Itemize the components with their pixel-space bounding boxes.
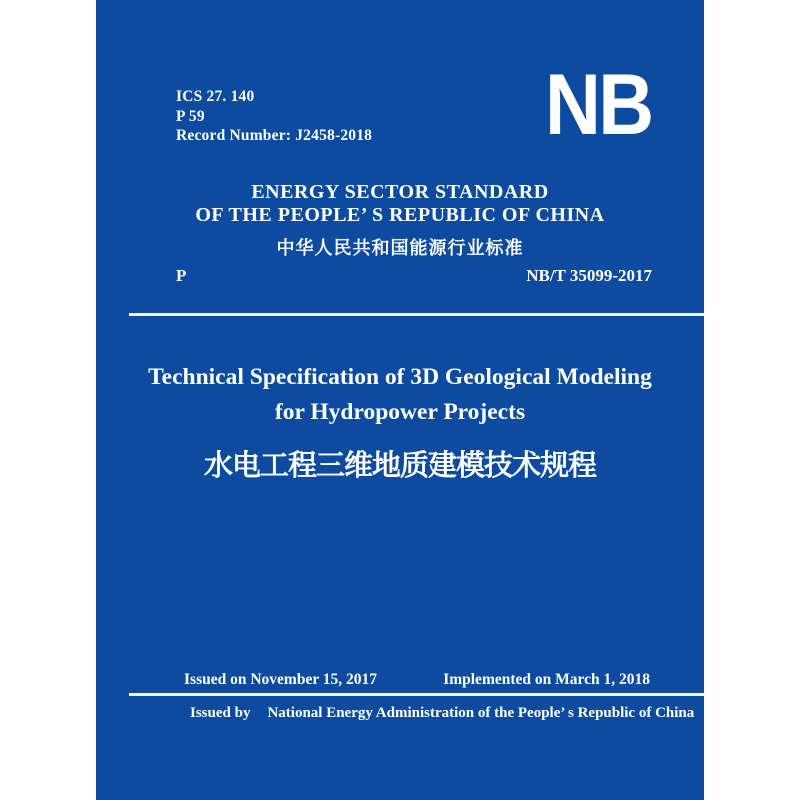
issued-by-value: National Energy Administration of the People’ s Republic of China [267, 705, 695, 721]
record-number: Record Number: J2458-2018 [176, 127, 373, 144]
title-chinese: 水电工程三维地质建模技术规程 [203, 450, 596, 482]
bottom-divider-rule [129, 693, 704, 696]
dates-row [184, 671, 650, 689]
meta-block [176, 87, 372, 146]
standard-header [96, 181, 704, 260]
title-block [96, 360, 704, 484]
standard-header-line2: OF THE PEOPLE’ S REPUBLIC OF CHINA [195, 204, 605, 226]
issued-date: Issued on November 15, 2017 [184, 671, 378, 688]
p-classification: P 59 [176, 107, 205, 125]
ics-code: ICS 27. 140 [176, 88, 255, 105]
issued-by-label: Issued by [190, 705, 251, 721]
issued-by-row [190, 705, 695, 722]
standard-header-chinese: 中华人民共和国能源行业标准 [276, 238, 524, 258]
nb-logo: NB [545, 57, 652, 153]
title-english-line1: Technical Specification of 3D Geological Modeling [148, 364, 652, 390]
code-row [176, 266, 652, 286]
implemented-date: Implemented on March 1, 2018 [443, 671, 650, 688]
code-row-left: P [176, 266, 187, 285]
standard-number: NB/T 35099-2017 [526, 266, 652, 285]
standard-cover [96, 0, 704, 800]
standard-header-line1: ENERGY SECTOR STANDARD [251, 181, 549, 203]
title-english-line2: for Hydropower Projects [274, 399, 526, 425]
top-divider-rule [129, 313, 704, 316]
